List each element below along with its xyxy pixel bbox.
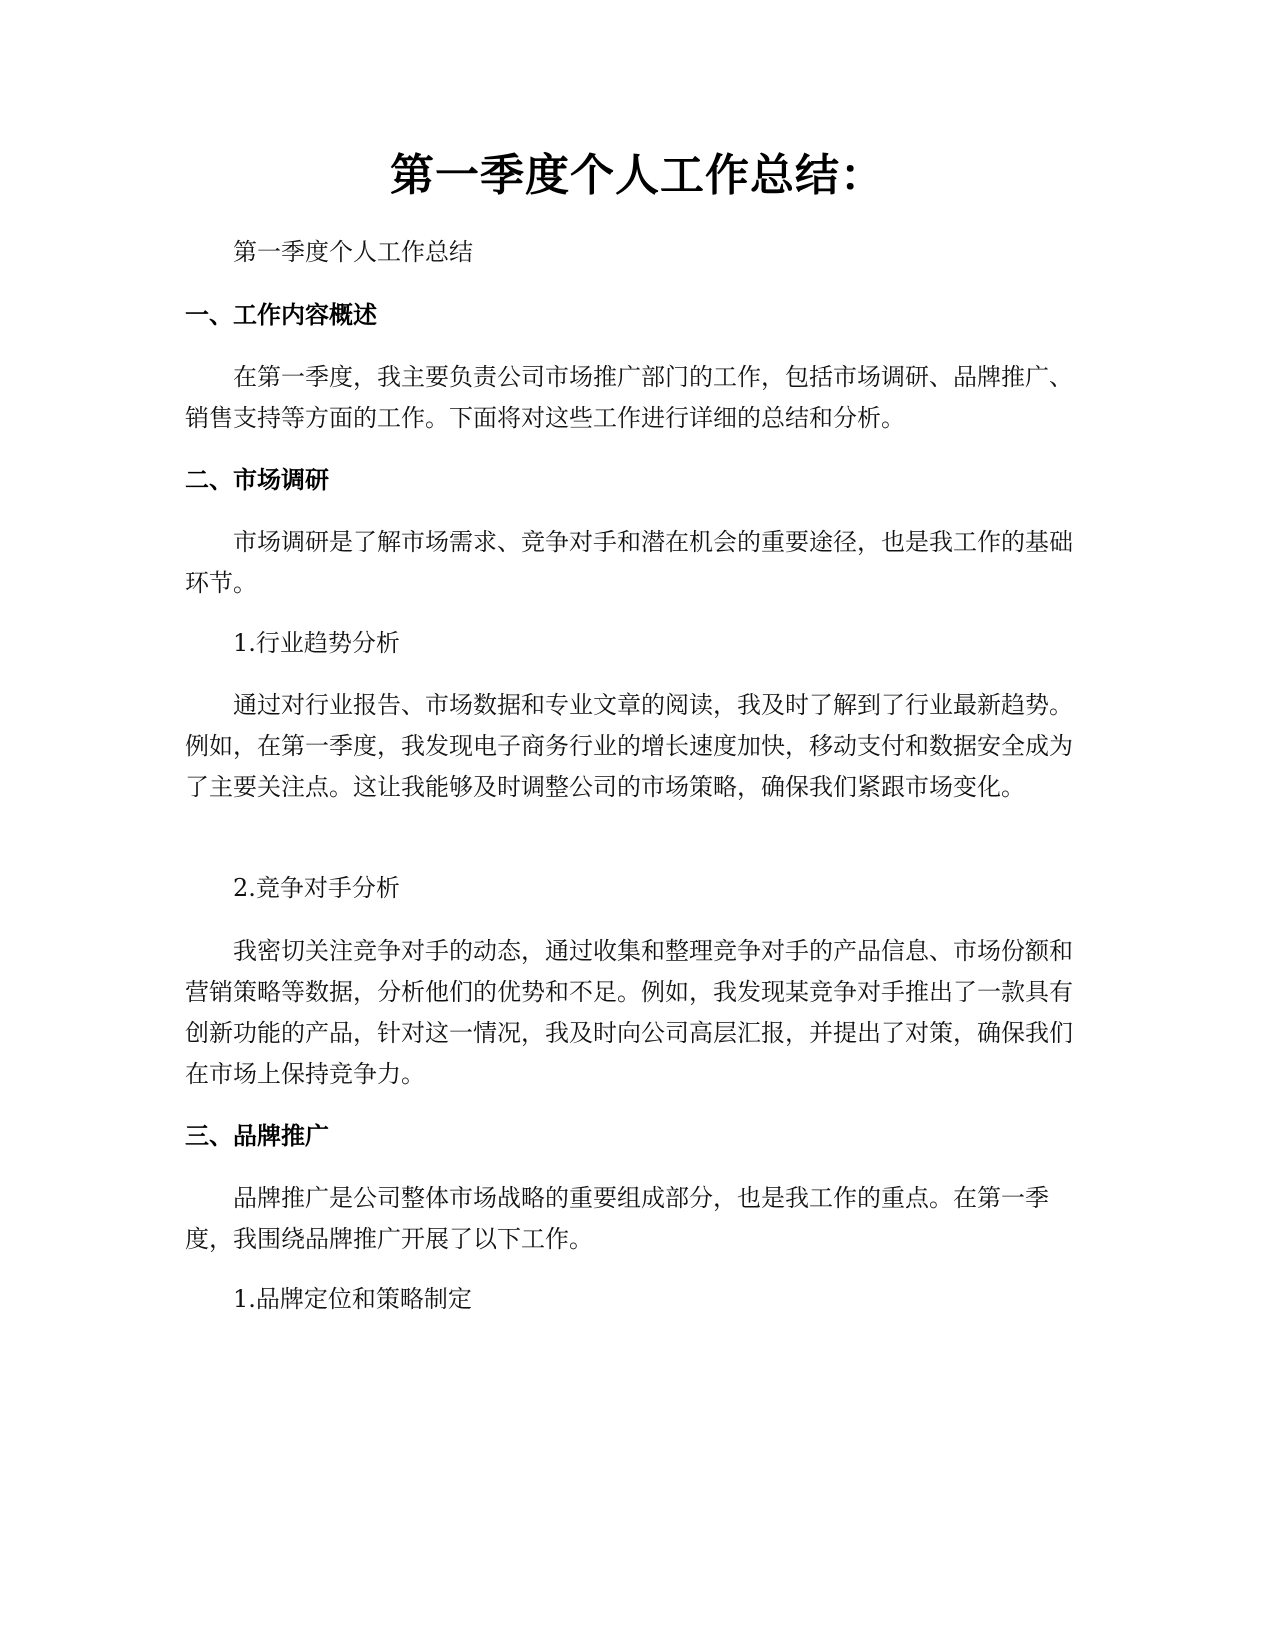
paragraph-overview: 在第一季度，我主要负责公司市场推广部门的工作，包括市场调研、品牌推广、销售支持等方面的工作。下面将对这些工作进行详细的总结和分析。 [185,363,1073,432]
subheading-industry-trends: 1.行业趋势分析 [233,629,400,657]
section-heading-market-research: 二、市场调研 [185,466,329,494]
paragraph-competitor-analysis: 我密切关注竞争对手的动态，通过收集和整理竞争对手的产品信息、市场份额和营销策略等数据，分析他们的优势和不足。例如，我发现某竞争对手推出了一款具有创新功能的产品，针对这一情况，我及时向公司高层汇报，并提出了对策，确保我们在市场上保持竞争力。 [185,937,1073,1088]
section-heading-overview: 一、工作内容概述 [185,301,377,329]
section-heading-brand-promotion: 三、品牌推广 [185,1122,329,1150]
document-subtitle: 第一季度个人工作总结 [233,238,473,266]
paragraph-industry-trends: 通过对行业报告、市场数据和专业文章的阅读，我及时了解到了行业最新趋势。例如，在第一季度，我发现电子商务行业的增长速度加快，移动支付和数据安全成为了主要关注点。这让我能够及时调整公司的市场策略，确保我们紧跟市场变化。 [185,691,1073,801]
subheading-competitor-analysis: 2.竞争对手分析 [233,874,400,902]
document-title: 第一季度个人工作总结： [390,150,885,201]
subheading-brand-positioning: 1.品牌定位和策略制定 [233,1285,472,1313]
paragraph-market-research-intro: 市场调研是了解市场需求、竞争对手和潜在机会的重要途径，也是我工作的基础环节。 [185,528,1073,597]
paragraph-brand-promotion-intro: 品牌推广是公司整体市场战略的重要组成部分，也是我工作的重点。在第一季度，我围绕品牌推广开展了以下工作。 [185,1184,1049,1253]
